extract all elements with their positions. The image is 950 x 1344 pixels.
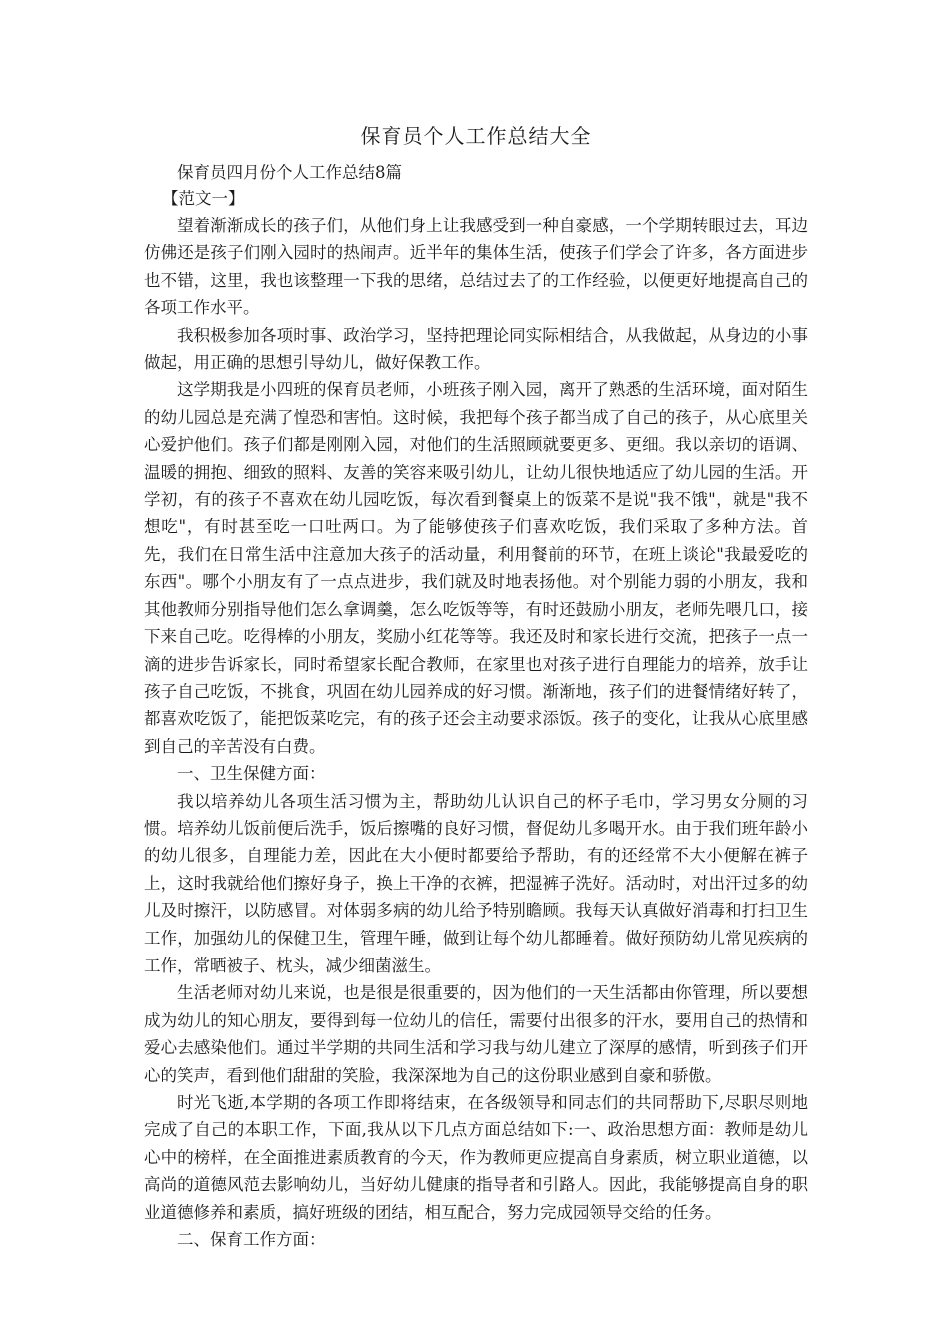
paragraph: 这学期我是小四班的保育员老师，小班孩子刚入园，离开了熟悉的生活环境，面对陌生的幼儿园总是充满了惶恐和害怕。这时候，我把每个孩子都当成了自己的孩子，从心底里关心爱护他们。孩子们都是刚刚入园，对他们的生活照顾就要更多、更细。我以亲切的语调、温暖的拥抱、细致的照料、友善的笑容来吸引幼儿，让幼儿很快地适应了幼儿园的生活。开学初，有的孩子不喜欢在幼儿园吃饭，每次看到餐桌上的饭菜不是说"我不饿"，就是"我不想吃"，有时甚至吃一口吐两口。为了能够使孩子们喜欢吃饭，我们采取了多种方法。首先，我们在日常生活中注意加大孩子的活动量，利用餐前的环节，在班上谈论"我最爱吃的东西"。哪个小朋友有了一点点进步，我们就及时地表扬他。对个别能力弱的小朋友，我和其他教师分别指导他们怎么拿调羹，怎么吃饭等等，有时还鼓励小朋友，老师先喂几口，接下来自己吃。吃得棒的小朋友，奖励小红花等等。我还及时和家长进行交流，把孩子一点一滴的进步告诉家长，同时希望家长配合教师，在家里也对孩子进行自理能力的培养，放手让孩子自己吃饭，不挑食，巩固在幼儿园养成的好习惯。渐渐地，孩子们的进餐情绪好转了，都喜欢吃饭了，能把饭菜吃完，有的孩子还会主动要求添饭。孩子的变化，让我从心底里感到自己的辛苦没有白费。 <box>144 380 808 756</box>
paragraph: 望着渐渐成长的孩子们，从他们身上让我感受到一种自豪感，一个学期转眼过去，耳边仿佛还是孩子们刚入园时的热闹声。近半年的集体生活，使孩子们学会了许多，各方面进步也不错，这里，我也该整理一下我的思绪，总结过去了的工作经验，以便更好地提高自己的各项工作水平。 <box>144 216 808 318</box>
paragraph: 生活老师对幼儿来说，也是很是很重要的，因为他们的一天生活都由你管理，所以要想成为幼儿的知心朋友，要得到每一位幼儿的信任，需要付出很多的汗水，要用自己的热情和爱心去感染他们。通过半学期的共同生活和学习我与幼儿建立了深厚的感情，听到孩子们开心的笑声，看到他们甜甜的笑脸，我深深地为自己的这份职业感到自豪和骄傲。 <box>144 983 808 1085</box>
section-heading-hygiene: 一、卫生保健方面： <box>177 764 326 784</box>
paragraph: 我积极参加各项时事、政治学习，坚持把理论同实际相结合，从我做起，从身边的小事做起，用正确的思想引导幼儿，做好保教工作。 <box>144 325 808 373</box>
paragraph: 时光飞逝,本学期的各项工作即将结束，在各级领导和同志们的共同帮助下,尽职尽则地完成了自己的本职工作，下面,我从以下几点方面总结如下:一、政治思想方面：教师是幼儿心中的榜样，在全面推进素质教育的今天，作为教师更应提高自身素质，树立职业道德，以高尚的道德风范去影响幼儿，当好幼儿健康的指导者和引路人。因此，我能够提高自身的职业道德修养和素质，搞好班级的团结，相互配合，努力完成园领导交给的任务。 <box>144 1093 808 1222</box>
section-tag: 【范文一】 <box>162 189 245 208</box>
document-title: 保育员个人工作总结大全 <box>360 124 592 148</box>
document-page <box>144 118 808 1253</box>
paragraph: 我以培养幼儿各项生活习惯为主，帮助幼儿认识自己的杯子毛巾，学习男女分厕的习惯。培养幼儿饭前便后洗手，饭后擦嘴的良好习惯，督促幼儿多喝开水。由于我们班年龄小的幼儿很多，自理能力差，因此在大小便时都要给予帮助，有的还经常不大小便解在裤子上，这时我就给他们擦好身子，换上干净的衣裤，把湿裤子洗好。活动时，对出汗过多的幼儿及时擦汗，以防感冒。对体弱多病的幼儿给予特别瞻顾。我每天认真做好消毒和打扫卫生工作，加强幼儿的保健卫生，管理午睡，做到让每个幼儿都睡着。做好预防幼儿常见疾病的工作，常晒被子、枕头，减少细菌滋生。 <box>144 791 808 975</box>
document-subtitle: 保育员四月份个人工作总结8篇 <box>177 163 402 182</box>
section-heading-care-work: 二、保育工作方面： <box>177 1230 326 1250</box>
